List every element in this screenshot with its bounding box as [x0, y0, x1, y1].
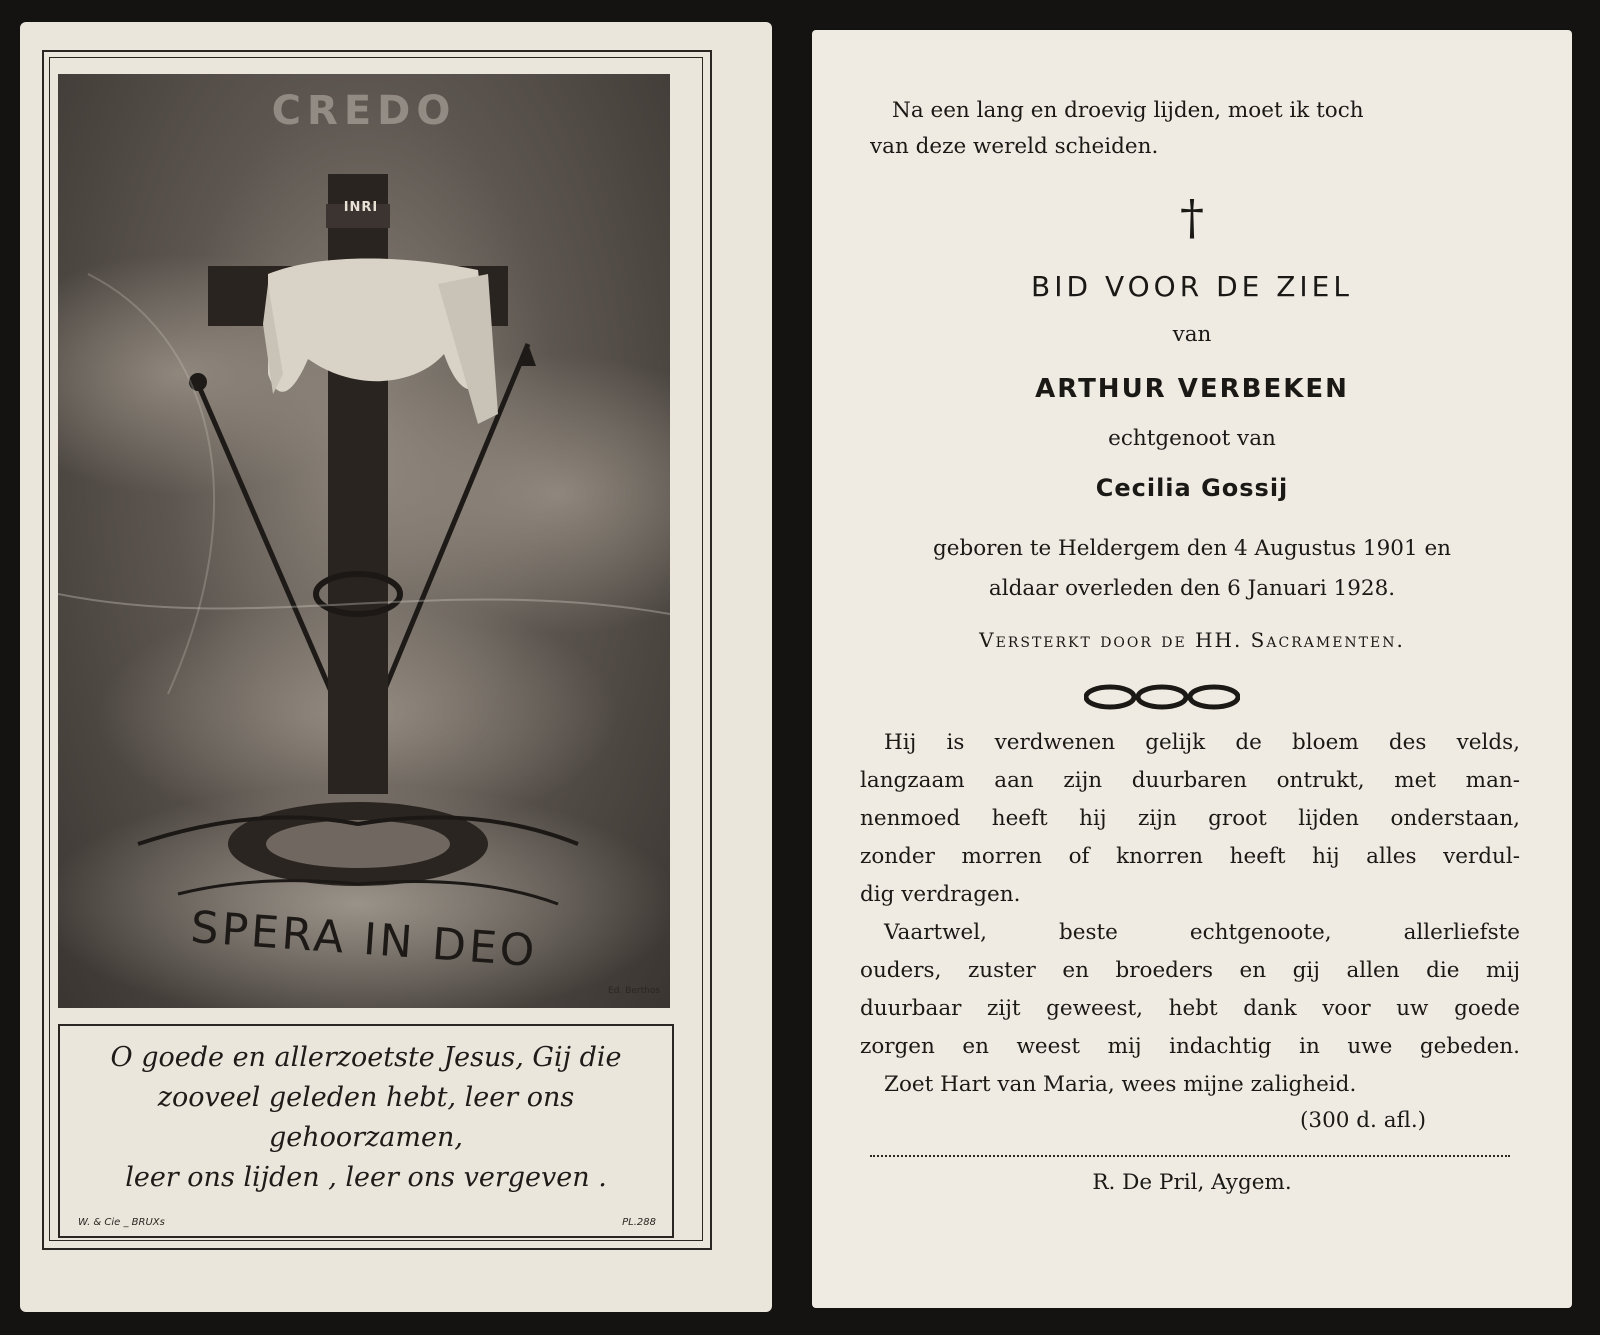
farewell-line: duurbaar zijt geweest, hebt dank voor uw goede	[860, 996, 1520, 1021]
intro-line-1: Na een lang en droevig lijden, moet ik toch	[892, 98, 1364, 123]
body-line: zonder morren of knorren heeft hij alles verdul-	[860, 844, 1520, 869]
picture-motto: SPERA IN DEO	[188, 901, 540, 978]
cross-icon: †	[1180, 190, 1204, 246]
right-panel	[812, 30, 1572, 1308]
intro-line-2: van deze wereld scheiden.	[870, 134, 1159, 159]
prayer-line: leer ons lijden , leer ons vergeven .	[125, 1162, 607, 1193]
farewell-line: ouders, zuster en broeders en gij allen die mij	[860, 958, 1520, 983]
body-line: langzaam aan zijn duurbaren ontrukt, met man-	[860, 768, 1520, 793]
crucifix-picture	[58, 74, 670, 1008]
heading-bid-voor-de-ziel: BID VOOR DE ZIEL	[1031, 270, 1353, 303]
body-line: nenmoed heeft hij zijn groot lijden onderstaan,	[860, 806, 1520, 831]
van-label: van	[1172, 322, 1212, 347]
spouse-name: Cecilia Gossij	[1095, 474, 1289, 502]
birth-line: geboren te Heldergem den 4 Augustus 1901 en	[932, 536, 1452, 561]
picture-top-text: CREDO	[271, 88, 457, 134]
artist-signature: Ed. Berthos	[608, 986, 660, 996]
deceased-name: ARTHUR VERBEKEN	[1035, 374, 1349, 404]
invocation-line: Zoet Hart van Maria, wees mijne zaligheid.	[884, 1072, 1357, 1097]
spouse-intro: echtgenoot van	[1108, 426, 1276, 451]
plate-number: PL.288	[622, 1217, 656, 1228]
indulgence-note: (300 d. afl.)	[1300, 1108, 1427, 1133]
printer-imprint: R. De Pril, Aygem.	[1092, 1170, 1292, 1195]
farewell-line: Vaartwel, beste echtgenoote, allerliefste	[884, 920, 1520, 945]
publisher-imprint: W. & Cie _ BRUXs	[78, 1217, 165, 1228]
prayer-line: zooveel geleden hebt, leer ons gehoorzamen,	[157, 1082, 575, 1153]
body-line: dig verdragen.	[860, 882, 1021, 907]
sacraments-line: Versterkt door de HH. Sacramenten.	[979, 628, 1405, 652]
death-line: aldaar overleden den 6 Januari 1928.	[988, 576, 1396, 601]
prayer-box	[58, 1024, 674, 1238]
dotted-divider	[870, 1155, 1510, 1157]
farewell-line: zorgen en weest mij indachtig in uwe gebeden.	[860, 1034, 1520, 1059]
prayer-text	[60, 1038, 672, 1198]
ornament-divider-icon	[1084, 682, 1240, 712]
body-line: Hij is verdwenen gelijk de bloem des velds,	[884, 730, 1520, 755]
prayer-line: O goede en allerzoetste Jesus, Gij die	[110, 1042, 622, 1073]
cross-title-inri: INRI	[343, 200, 379, 215]
